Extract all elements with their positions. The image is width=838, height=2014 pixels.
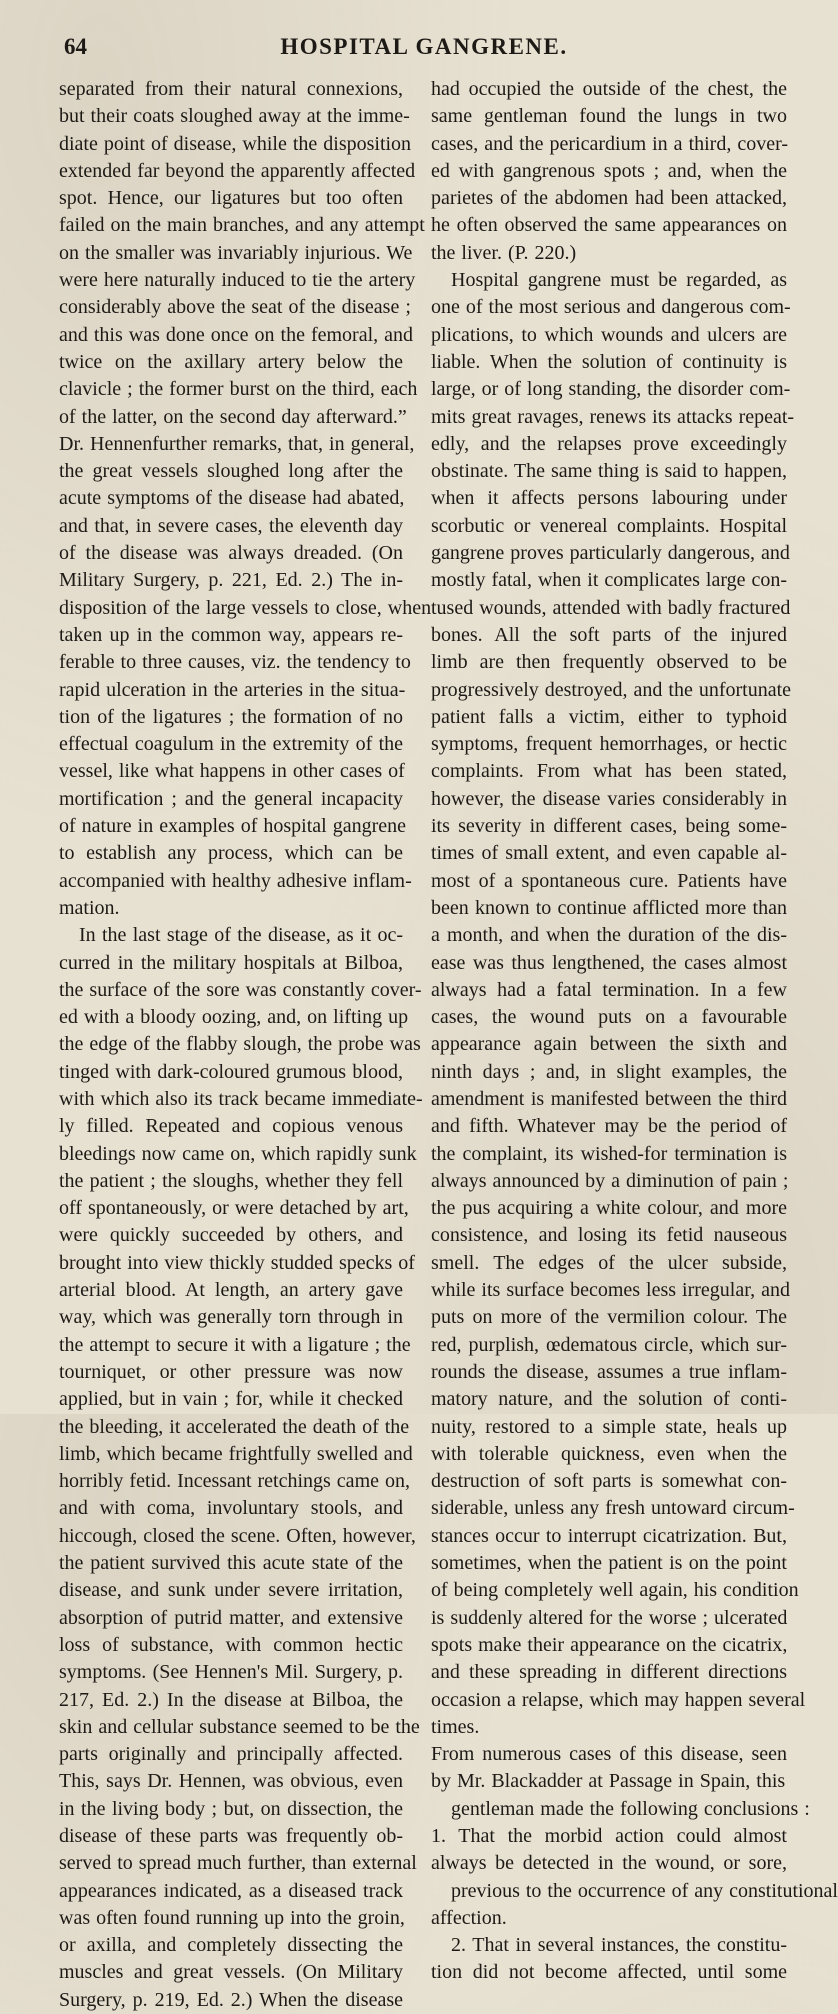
- right-column-line: complaints. From what has been stated,: [431, 760, 787, 783]
- left-column-line: appearances indicated, as a diseased track: [59, 1879, 403, 1902]
- left-column-line: disease of these parts was frequently ob-: [59, 1825, 403, 1847]
- right-column-line: ed with gangrenous spots ; and, when the: [431, 159, 787, 182]
- right-column-line: and fifth. Whatever may be the period of: [431, 1115, 787, 1138]
- right-column-line: always be detected in the wound, or sore,: [431, 1852, 787, 1875]
- right-column-line: obstinate. The same thing is said to happen,: [431, 460, 788, 483]
- right-column-line: always had a fatal termination. In a few: [431, 978, 787, 1001]
- left-column-line: horribly fetid. Incessant retchings came on,: [59, 1470, 410, 1493]
- left-column-line: ferable to three causes, viz. the tendency to: [59, 651, 411, 674]
- left-column-line: accompanied with healthy adhesive inflam-: [59, 869, 412, 892]
- left-column-line: loss of substance, with common hectic: [59, 1633, 403, 1656]
- right-column-line: bones. All the soft parts of the injured: [431, 623, 787, 646]
- right-column-line: cases, and the pericardium in a third, cover-: [431, 132, 789, 155]
- right-column-line: nuity, restored to a simple state, heals up: [431, 1415, 787, 1438]
- right-column-line: the pus acquiring a white colour, and more: [431, 1197, 787, 1220]
- left-column-line: Dr. Hennenfurther remarks, that, in general,: [59, 432, 415, 455]
- left-column-line: bleedings now came on, which rapidly sunk: [59, 1142, 417, 1165]
- left-column-line: twice on the axillary artery below the: [59, 350, 403, 373]
- right-column-line: cases, the wound puts on a favourable: [431, 1006, 787, 1029]
- right-column-line: amendment is manifested between the third: [431, 1087, 787, 1110]
- left-column-line: of nature in examples of hospital gangrene: [59, 815, 406, 838]
- right-column-line: gentleman made the following conclusions :: [451, 1797, 810, 1820]
- right-column-line: always announced by a diminution of pain ;: [431, 1169, 789, 1192]
- right-column-line: smell. The edges of the ulcer subside,: [431, 1251, 787, 1274]
- right-column-line: ninth days ; and, in slight examples, the: [431, 1060, 787, 1083]
- left-column-line: 217, Ed. 2.) In the disease at Bilboa, the: [59, 1688, 403, 1711]
- right-column-line: puts on more of the vermilion colour. The: [431, 1306, 787, 1329]
- left-column-line: absorption of putrid matter, and extensive: [59, 1606, 403, 1629]
- right-column-line: mits great ravages, renews its attacks repeat-: [431, 405, 795, 428]
- right-column-line: the complaint, its wished-for termination is: [431, 1142, 787, 1165]
- left-column-line: and with coma, involuntary stools, and: [59, 1497, 403, 1520]
- right-column-line: times of small extent, and even capable al-: [431, 842, 787, 865]
- right-column-line: is suddenly altered for the worse ; ulcerated: [431, 1606, 788, 1629]
- right-column-line: limb are then frequently observed to be: [431, 651, 787, 674]
- right-column-line: progressively destroyed, and the unfortunate: [431, 678, 792, 701]
- left-column-line: spot. Hence, our ligatures but too often: [59, 187, 403, 210]
- right-column-line: Hospital gangrene must be regarded, as: [451, 269, 787, 292]
- left-column-line: tourniquet, or other pressure was now: [59, 1360, 403, 1383]
- right-column-line: stances occur to interrupt cicatrization. But,: [431, 1524, 787, 1547]
- right-column-line: red, purplish, œdematous circle, which sur-: [431, 1333, 787, 1356]
- left-column-line: hiccough, closed the scene. Often, however,: [59, 1524, 416, 1547]
- right-column-line: of being completely well again, his condition: [431, 1579, 799, 1602]
- page-number: 64: [64, 34, 87, 59]
- right-column-line: destruction of soft parts is somewhat con-: [431, 1470, 787, 1493]
- right-column-line: large, or of long standing, the disorder com-: [431, 378, 791, 401]
- left-column-line: clavicle ; the former burst on the third, each: [59, 378, 418, 401]
- right-column-line: by Mr. Blackadder at Passage in Spain, this: [431, 1770, 786, 1793]
- left-column-line: of the latter, on the second day afterward.”: [59, 405, 407, 428]
- right-column-line: one of the most serious and dangerous com-: [431, 296, 791, 319]
- left-column-line: way, which was generally torn through in: [59, 1306, 403, 1329]
- left-column-line: served to spread much further, than external: [59, 1852, 417, 1875]
- left-column-line: the attempt to secure it with a ligature ; the: [59, 1333, 411, 1356]
- left-column-line: diate point of disease, while the disposition: [59, 132, 412, 155]
- left-column-line: but their coats sloughed away at the imme-: [59, 105, 410, 128]
- left-column-line: muscles and great vessels. (On Military: [59, 1961, 403, 1984]
- right-column-line: previous to the occurrence of any constitutional: [451, 1879, 838, 1902]
- left-column-line: and that, in severe cases, the eleventh day: [59, 514, 403, 537]
- right-column-line: however, the disease varies considerably in: [431, 787, 787, 810]
- left-column-line: curred in the military hospitals at Bilboa,: [59, 951, 403, 974]
- left-column-line: effectual coagulum in the extremity of the: [59, 733, 403, 756]
- left-column-line: the patient survived this acute state of the: [59, 1552, 403, 1575]
- right-column: [431, 76, 838, 1987]
- left-column-line: the surface of the sore was constantly cover-: [59, 978, 422, 1001]
- right-column-line: patient falls a victim, either to typhoid: [431, 705, 787, 728]
- left-column-line: limb, which became frightfully swelled and: [59, 1442, 413, 1465]
- left-column-line: acute symptoms of the disease had abated,: [59, 487, 405, 510]
- right-column-line: the liver. (P. 220.): [431, 241, 577, 264]
- right-column-line: liable. When the solution of continuity is: [431, 350, 787, 373]
- right-column-line: matory nature, and the solution of conti-: [431, 1388, 787, 1411]
- left-column-line: and this was done once on the femoral, and: [59, 323, 414, 346]
- right-column-line: 2. That in several instances, the constitu-: [451, 1934, 787, 1957]
- left-column-line: arterial blood. At length, an artery gave: [59, 1279, 403, 1302]
- right-column-line: parietes of the abdomen had been attacked,: [431, 187, 787, 210]
- right-column-line: tused wounds, attended with badly fractured: [431, 596, 791, 619]
- text-columns: [59, 76, 838, 2011]
- left-column-line: In the last stage of the disease, as it oc-: [79, 924, 403, 947]
- left-column-line: the patient ; the sloughs, whether they fell: [59, 1169, 403, 1192]
- right-column-line: edly, and the relapses prove exceedingly: [431, 432, 787, 455]
- left-column-line: the bleeding, it accelerated the death of the: [59, 1415, 410, 1438]
- right-column-line: appearance again between the sixth and: [431, 1033, 787, 1056]
- left-column-line: taken up in the common way, appears re-: [59, 623, 403, 646]
- right-column-line: its severity in different cases, being some-: [431, 815, 787, 838]
- left-column-line: parts originally and principally affected.: [59, 1743, 403, 1766]
- right-column-line: From numerous cases of this disease, seen: [431, 1743, 787, 1766]
- right-column-line: tion did not become affected, until some: [431, 1961, 787, 1984]
- left-column-line: on the smaller was invariably injurious. We: [59, 241, 413, 264]
- right-column-line: scorbutic or venereal complaints. Hospital: [431, 514, 787, 537]
- left-column-line: failed on the main branches, and any attempt: [59, 214, 425, 237]
- right-column-line: spots make their appearance on the cicatrix,: [431, 1633, 788, 1656]
- left-column-line: to establish any process, which can be: [59, 842, 403, 865]
- left-column-line: brought into view thickly studded specks of: [59, 1251, 415, 1274]
- running-head: [64, 34, 784, 64]
- left-column-line: were here naturally induced to tie the artery: [59, 269, 416, 292]
- left-column-line: applied, but in vain ; for, while it checked: [59, 1388, 403, 1411]
- right-column-line: gangrene proves particularly dangerous, and: [431, 542, 790, 565]
- right-column-line: symptoms, frequent hemorrhages, or hectic: [431, 733, 787, 756]
- left-column-line: the edge of the flabby slough, the probe was: [59, 1033, 421, 1056]
- right-column-line: occasion a relapse, which may happen several: [431, 1688, 806, 1711]
- running-title: HOSPITAL GANGRENE.: [280, 34, 568, 59]
- left-column-line: This, says Dr. Hennen, was obvious, even: [59, 1770, 403, 1793]
- right-column-line: affection.: [431, 1906, 507, 1929]
- left-column-line: extended far beyond the apparently affected: [59, 159, 416, 182]
- left-column-line: tion of the ligatures ; the formation of no: [59, 705, 403, 728]
- left-column: [59, 76, 432, 2014]
- left-column-line: mation.: [59, 896, 120, 919]
- left-column-line: with which also its track became immediate-: [59, 1087, 423, 1110]
- left-column-line: disease, and sunk under severe irritation,: [59, 1579, 403, 1602]
- right-column-line: sometimes, when the patient is on the point: [431, 1552, 787, 1575]
- right-column-line: plications, to which wounds and ulcers are: [431, 323, 787, 346]
- left-column-line: disposition of the large vessels to close, when: [59, 596, 432, 619]
- left-column-line: skin and cellular substance seemed to be the: [59, 1715, 420, 1738]
- left-column-line: mortification ; and the general incapacity: [59, 787, 403, 810]
- right-column-line: 1. That the morbid action could almost: [431, 1825, 787, 1847]
- left-column-line: was often found running up into the groin,: [59, 1906, 405, 1929]
- left-column-line: separated from their natural connexions,: [59, 78, 403, 100]
- left-column-line: rapid ulceration in the arteries in the situa-: [59, 678, 406, 701]
- right-column-line: had occupied the outside of the chest, the: [431, 78, 787, 100]
- right-column-line: consistence, and losing its fetid nauseous: [431, 1224, 787, 1247]
- right-column-line: a month, and when the duration of the dis-: [431, 924, 787, 947]
- right-column-line: he often observed the same appearances on: [431, 214, 787, 237]
- left-column-line: off spontaneously, or were detached by art,: [59, 1197, 409, 1220]
- right-column-line: same gentleman found the lungs in two: [431, 105, 787, 128]
- right-column-line: been known to continue afflicted more than: [431, 896, 787, 919]
- left-column-line: were quickly succeeded by others, and: [59, 1224, 403, 1247]
- right-column-line: ease was thus lengthened, the cases almost: [431, 951, 787, 974]
- left-column-line: considerably above the seat of the disease ;: [59, 296, 411, 319]
- right-column-line: most of a spontaneous cure. Patients have: [431, 869, 787, 892]
- left-column-line: the great vessels sloughed long after the: [59, 460, 403, 483]
- right-column-line: times.: [431, 1715, 480, 1738]
- left-column-line: vessel, like what happens in other cases of: [59, 760, 405, 783]
- right-column-line: when it affects persons labouring under: [431, 487, 787, 510]
- left-column-line: Military Surgery, p. 221, Ed. 2.) The in-: [59, 569, 403, 592]
- right-column-line: with tolerable quickness, even when the: [431, 1442, 787, 1465]
- left-column-line: of the disease was always dreaded. (On: [59, 542, 403, 565]
- left-column-line: ly filled. Repeated and copious venous: [59, 1115, 403, 1138]
- right-column-line: mostly fatal, when it complicates large con-: [431, 569, 788, 592]
- right-column-line: and these spreading in different directions: [431, 1661, 787, 1684]
- left-column-line: in the living body ; but, on dissection, the: [59, 1797, 403, 1820]
- left-column-line: tinged with dark-coloured grumous blood,: [59, 1060, 403, 1083]
- right-column-line: while its surface becomes less irregular, and: [431, 1279, 790, 1302]
- right-column-line: rounds the disease, assumes a true inflam-: [431, 1360, 787, 1383]
- left-column-line: symptoms. (See Hennen's Mil. Surgery, p.: [59, 1661, 403, 1684]
- right-column-line: siderable, unless any fresh untoward circum-: [431, 1497, 795, 1520]
- left-column-line: Surgery, p. 219, Ed. 2.) When the disease: [59, 1988, 403, 2011]
- left-column-line: or axilla, and completely dissecting the: [59, 1934, 403, 1957]
- left-column-line: ed with a bloody oozing, and, on lifting up: [59, 1006, 409, 1029]
